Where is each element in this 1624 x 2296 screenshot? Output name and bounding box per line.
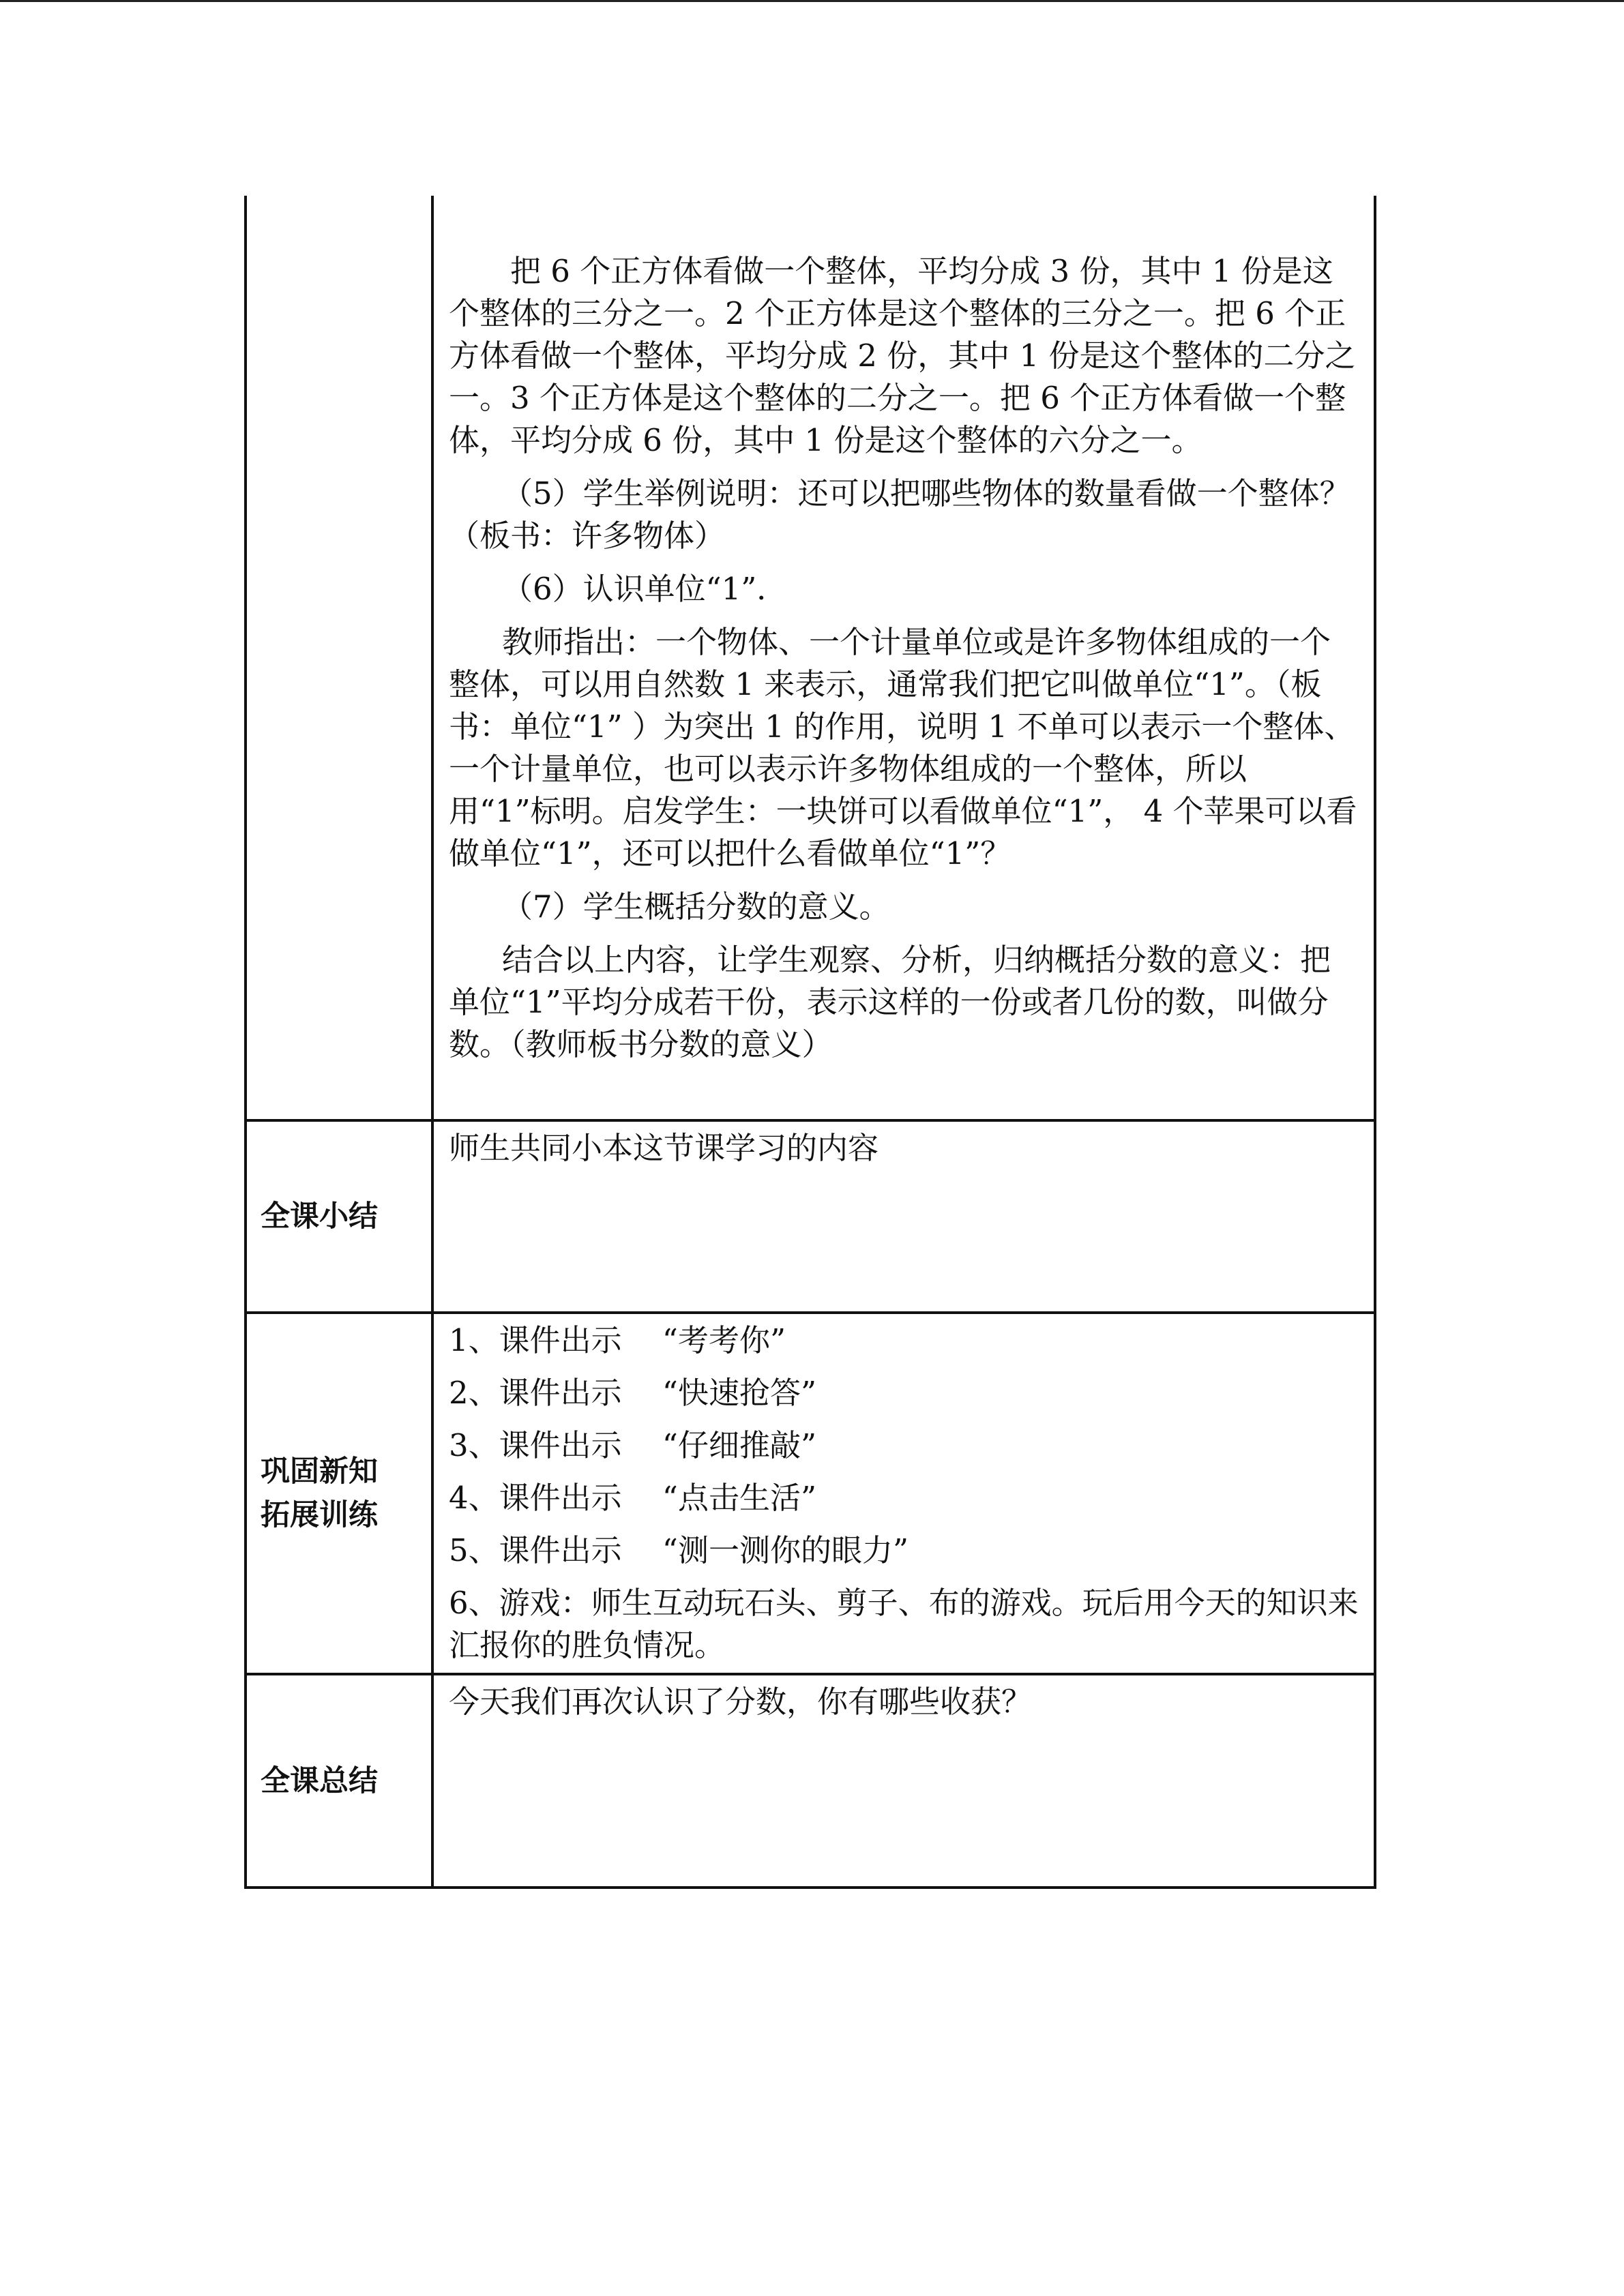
- process-paragraph: （7）学生概括分数的意义。: [502, 889, 890, 925]
- summary-text: 师生共同小本这节课学习的内容: [449, 1130, 879, 1166]
- practice-label-line1: 巩固新知: [261, 1455, 378, 1489]
- conclusion-content-cell: [432, 1674, 1375, 1888]
- summary-content-cell: [432, 1120, 1375, 1313]
- lesson-plan-table: [244, 196, 1376, 1889]
- conclusion-label: 全课总结: [246, 1674, 432, 1888]
- practice-item: 4、课件出示 “点击生活”: [449, 1480, 816, 1516]
- practice-label-line2: 拓展训练: [261, 1498, 378, 1532]
- conclusion-text: 今天我们再次认识了分数，你有哪些收获？: [449, 1684, 1033, 1720]
- summary-row: [246, 1120, 1375, 1313]
- practice-row: [246, 1313, 1375, 1674]
- teaching-process-row: [246, 196, 1375, 1120]
- process-paragraph: 把 6 个正方体看做一个整体，平均分成 3 份，其中 1 份是这个整体的三分之一。2 个正方体是这个整体的三分之一。把 6 个正方体看做一个整体，平均分成 2 份，其中 1 份是这个整体的二分之一。3 个正方体是这个整体的二分之一。把 6 个正方体看做一个整体，平均分成 6 份，其中 1 份是这个整体的六分之一。: [449, 253, 1356, 458]
- process-content-cell: [432, 196, 1375, 1120]
- practice-content-cell: [432, 1313, 1375, 1674]
- practice-label-cell: [246, 1313, 432, 1674]
- conclusion-row: [246, 1674, 1375, 1888]
- process-paragraph: 教师指出：一个物体、一个计量单位或是许多物体组成的一个整体，可以用自然数 1 来表示，通常我们把它叫做单位“1”。（板书：单位“1” ）为突出 1 的作用，说明 1 不单可以表示一个整体、一个计量单位，也可以表示许多物体组成的一个整体，所以用“1”标明。启发学生：一块饼可以看做单位“1”， 4 个苹果可以看做单位“1”，还可以把什么看做单位“1”？: [449, 624, 1357, 871]
- practice-item: 2、课件出示 “快速抢答”: [449, 1375, 816, 1411]
- process-paragraph: 结合以上内容，让学生观察、分析，归纳概括分数的意义：把单位“1”平均分成若干份，表示这样的一份或者几份的数，叫做分数。（教师板书分数的意义）: [449, 942, 1331, 1062]
- process-paragraph: （6）认识单位“1”．: [502, 571, 788, 607]
- process-label-cell: [246, 196, 432, 1120]
- practice-item: 6、游戏：师生互动玩石头、剪子、布的游戏。玩后用今天的知识来汇报你的胜负情况。: [449, 1585, 1359, 1663]
- practice-item: 1、课件出示 “考考你”: [449, 1322, 786, 1358]
- process-paragraph: （5）学生举例说明：还可以把哪些物体的数量看做一个整体？（板书：许多物体）: [449, 475, 1350, 554]
- summary-label: 全课小结: [246, 1120, 432, 1313]
- practice-item: 5、课件出示 “测一测你的眼力”: [449, 1532, 909, 1568]
- practice-item: 3、课件出示 “仔细推敲”: [449, 1427, 816, 1463]
- page-top-edge: [0, 0, 1624, 2]
